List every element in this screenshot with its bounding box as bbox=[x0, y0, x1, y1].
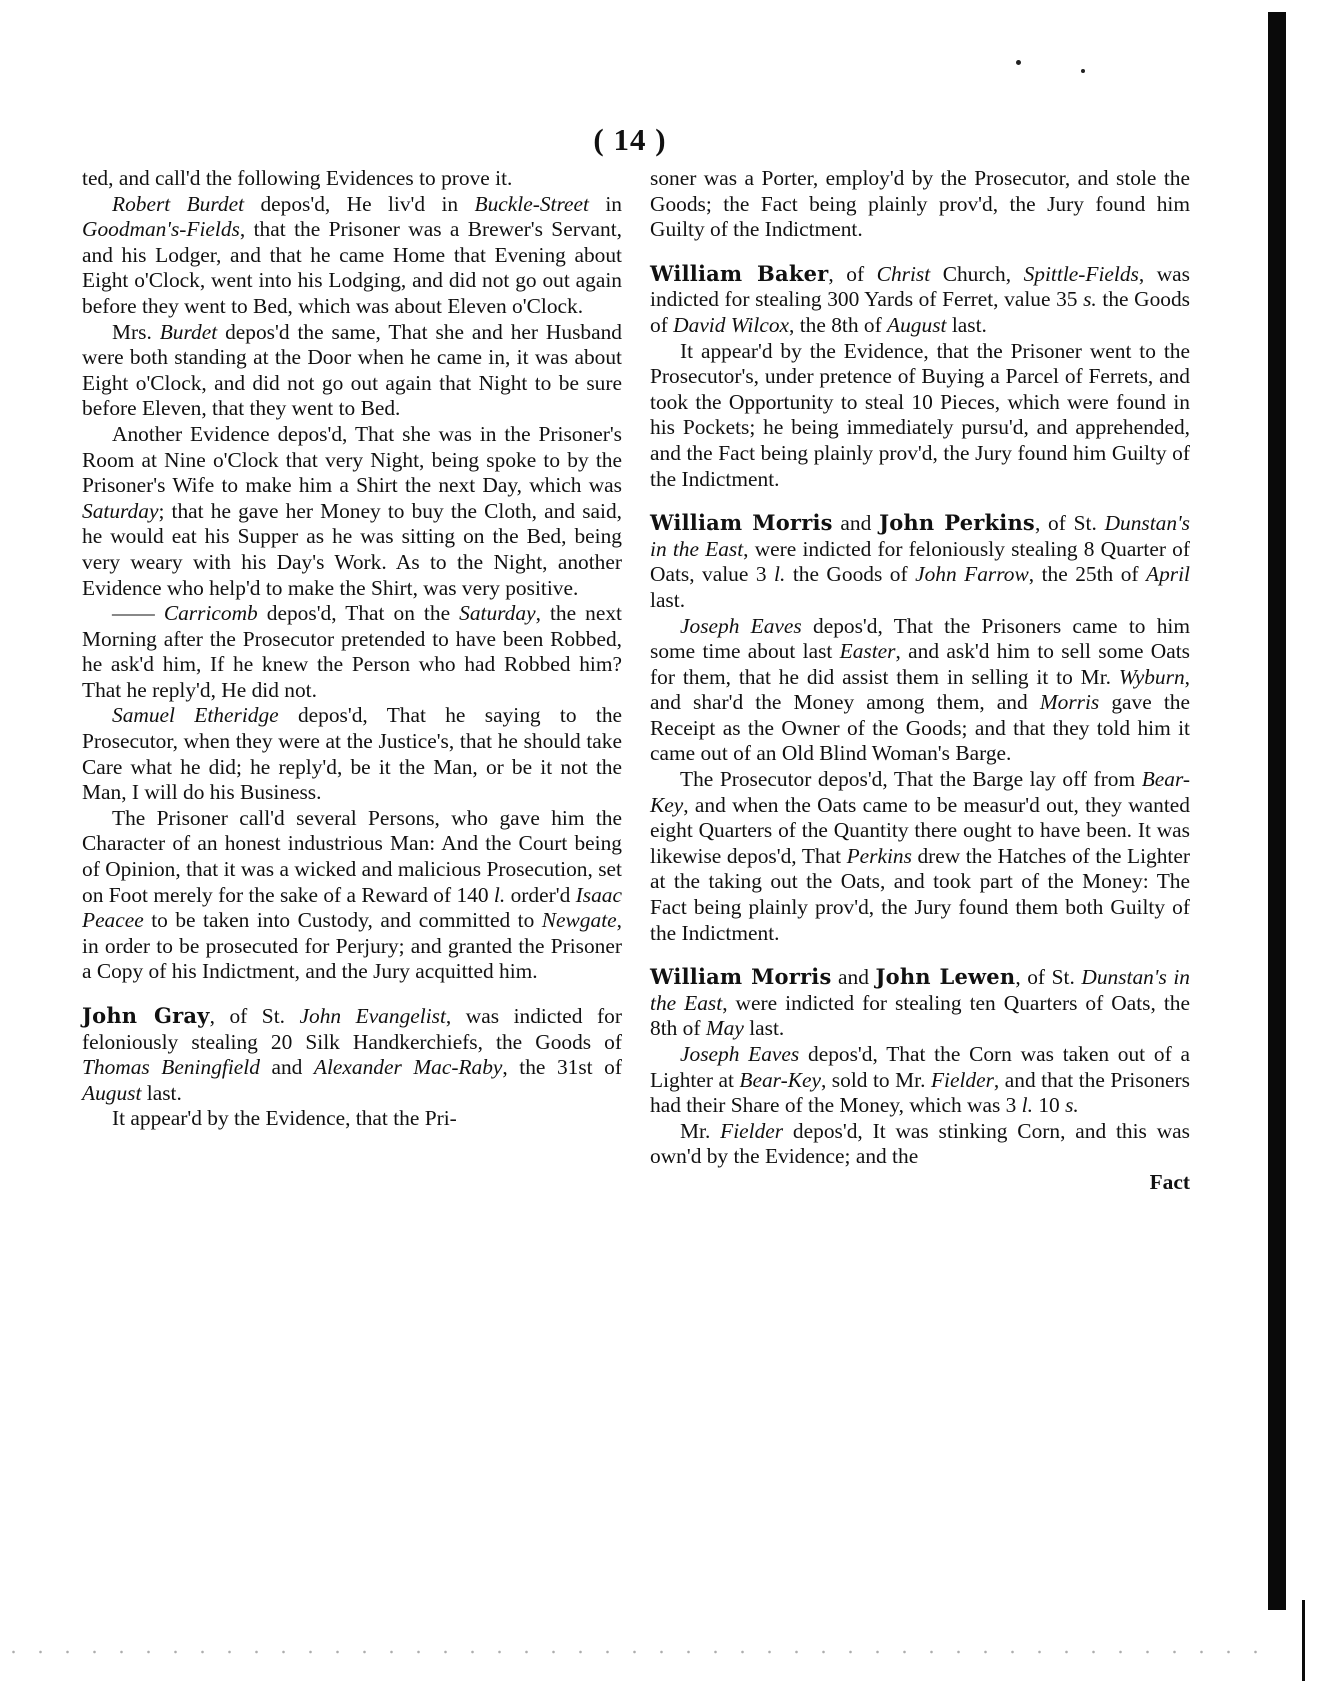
paragraph bbox=[650, 1119, 1190, 1170]
italic-text: Bear-Key bbox=[650, 767, 1190, 817]
italic-text: l. bbox=[493, 882, 506, 907]
scan-speck bbox=[1016, 60, 1021, 65]
trial-entry-heading bbox=[82, 1003, 622, 1106]
text-run: , and shar'd the Money among them, and bbox=[650, 664, 1190, 715]
italic-text: May bbox=[705, 1016, 744, 1041]
catchword: Fact bbox=[1149, 1169, 1190, 1194]
text-run: depos'd the same, That she and her Husband were both standing at the Door when he came in, it was about Eight o'Clock, and did not go out again that Night to be sure before Eleven, that they went to Bed. bbox=[82, 319, 622, 421]
italic-text: Morris bbox=[1039, 690, 1100, 715]
text-run: It appear'd by the Evidence, that the Prisoner went to the Prosecutor's, under pretence of Buying a Parcel of Ferrets, and took the Opportunity to steal 10 Pieces, which were found in his Pockets; he being immediately pursu'd, and apprehended, and the Fact being plainly prov'd, the Jury found him Guilty of the Indictment. bbox=[650, 338, 1190, 491]
italic-text: Buckle-Street bbox=[474, 191, 589, 216]
text-run: to be taken into Custody, and committed to bbox=[143, 908, 542, 933]
text-run: depos'd, That the Corn was taken out of a Lighter at bbox=[650, 1042, 1190, 1092]
paragraph bbox=[82, 703, 622, 805]
text-run: , were indicted for feloniously stealing 8 Quarter of Oats, value 3 bbox=[650, 536, 1190, 587]
left-column bbox=[82, 166, 622, 1132]
text-run: last. bbox=[650, 587, 686, 612]
text-run: , the next Morning after the Prosecutor pretended to have been Robbed, he ask'd him, If he knew the Person who had Robbed him? That he reply'd, He did not. bbox=[82, 601, 622, 702]
italic-text: Samuel Etheridge bbox=[112, 703, 279, 728]
text-run: , the 25th of bbox=[1028, 562, 1147, 587]
text-run: , in order to be prosecuted for Perjury; and granted the Prisoner a Copy of his Indictment, and the Jury acquitted him. bbox=[82, 908, 622, 984]
text-run: last. bbox=[743, 1016, 785, 1041]
text-run: ; that he gave her Money to buy the Cloth, and said, he would eat his Supper as he was sitting on the Bed, being very weary with his Day's Work. As to the Night, another Evidence who help'd to make the Shirt, was very positive. bbox=[82, 498, 622, 600]
text-run: depos'd, It was stinking Corn, and this was own'd by the Evidence; and the bbox=[650, 1118, 1190, 1169]
text-run: —— bbox=[112, 601, 164, 626]
text-run: , was indicted for feloniously stealing 20 Silk Handkerchiefs, the Goods of bbox=[82, 1004, 622, 1054]
text-run: , was indicted for stealing 300 Yards of Ferret, value 35 bbox=[650, 261, 1191, 312]
text-run: ted, and call'd the following Evidences to prove it. bbox=[82, 166, 513, 190]
text-run: Mrs. bbox=[112, 319, 160, 344]
text-run: , of St. bbox=[1034, 511, 1105, 536]
text-run: , of St. bbox=[209, 1004, 300, 1028]
text-run: and bbox=[259, 1055, 314, 1080]
text-run: last. bbox=[141, 1080, 182, 1105]
italic-text: Alexander Mac-Raby bbox=[313, 1055, 503, 1080]
text-run: last. bbox=[946, 312, 987, 337]
defendant-name: John Gray bbox=[82, 1003, 210, 1028]
text-run: the Goods of bbox=[785, 562, 916, 587]
italic-text: April bbox=[1146, 562, 1191, 587]
text-run: , sold to Mr. bbox=[820, 1067, 931, 1092]
text-run: , and when the Oats came to be measur'd out, they wanted eight Quarters of the Quantity there ought to have been. It was likewise depos'd, That bbox=[650, 792, 1190, 868]
paragraph bbox=[82, 422, 622, 601]
text-run: , and ask'd him to sell some Oats for them, that he did assist them in selling it to Mr. bbox=[650, 639, 1190, 689]
italic-text: Burdet bbox=[159, 319, 218, 344]
italic-text: Carricomb bbox=[163, 601, 258, 626]
defendant-name: William Baker bbox=[650, 260, 829, 286]
italic-text: Thomas Beningfield bbox=[82, 1055, 260, 1080]
defendant-name: William Morris bbox=[650, 510, 833, 536]
italic-text: Goodman's-Fields bbox=[82, 217, 240, 242]
text-run: soner was a Porter, employ'd by the Prosecutor, and stole the Goods; the Fact being plainly prov'd, the Jury found him Guilty of the Indictment. bbox=[650, 166, 1190, 242]
scan-edge-bar bbox=[1268, 12, 1286, 1610]
italic-text: Easter bbox=[839, 639, 896, 664]
scan-speck bbox=[1081, 69, 1085, 73]
paragraph bbox=[650, 166, 1190, 243]
italic-text: Fielder bbox=[720, 1118, 784, 1143]
paragraph bbox=[82, 601, 622, 703]
text-run: , the 8th of bbox=[789, 312, 888, 337]
italic-text: Dunstan's in the East bbox=[650, 965, 1190, 1015]
italic-text: Isaac Peacee bbox=[82, 882, 622, 933]
text-run: drew the Hatches of the Lighter at the taking out the Oats, and took part of the Money: The Fact being plainly prov'd, the Jury found them both Guilty of the Indictment. bbox=[650, 843, 1190, 945]
paragraph bbox=[650, 1042, 1190, 1119]
text-run: , and that the Prisoners had their Share of the Money, which was 3 bbox=[650, 1067, 1190, 1118]
paragraph bbox=[82, 320, 622, 422]
page-number: ( 14 ) bbox=[593, 122, 667, 157]
italic-text: Perkins bbox=[846, 843, 912, 868]
italic-text: s. bbox=[1083, 287, 1097, 312]
trial-entry-heading bbox=[650, 261, 1190, 339]
paragraph bbox=[650, 767, 1190, 946]
text-run: It appear'd by the Evidence, that the Pri- bbox=[112, 1106, 457, 1131]
italic-text: John Evangelist bbox=[299, 1004, 446, 1028]
text-run: Mr. bbox=[680, 1118, 721, 1143]
italic-text: August bbox=[82, 1080, 142, 1105]
italic-text: Robert Burdet bbox=[112, 191, 245, 216]
scan-edge-mark bbox=[1302, 1600, 1305, 1681]
italic-text: Dunstan's in the East bbox=[650, 511, 1190, 561]
paragraph bbox=[82, 192, 622, 320]
text-run: , of St. bbox=[1015, 965, 1082, 990]
text-run: gave the Receipt as the Owner of the Goods; and that they told him it came out of an Old Blind Woman's Barge. bbox=[650, 690, 1190, 766]
right-column bbox=[650, 166, 1190, 1196]
italic-text: l. bbox=[774, 562, 786, 587]
text-run: , were indicted for stealing ten Quarters of Oats, the 8th of bbox=[650, 990, 1190, 1041]
text-run: in bbox=[588, 191, 622, 216]
italic-text: John Farrow bbox=[915, 562, 1029, 587]
text-run: depos'd, That he saying to the Prosecutor, when they were at the Justice's, that he should take Care what he did; he reply'd, be it the Man, or be it not the Man, I will do his Business. bbox=[82, 703, 623, 805]
paragraph bbox=[82, 1106, 622, 1132]
text-run: the Goods of bbox=[650, 287, 1190, 337]
italic-text: Saturday bbox=[459, 601, 536, 626]
text-run: 10 bbox=[1032, 1093, 1066, 1118]
text-run: The Prisoner call'd several Persons, who gave him the Character of an honest industrious Man: And the Court being of Opinion, that it was a wicked and malicious Prosecution, set on Foot merely for the sake of a Reward of 140 bbox=[82, 805, 622, 907]
italic-text: Saturday bbox=[82, 498, 159, 523]
paragraph bbox=[650, 614, 1190, 768]
italic-text: Wyburn bbox=[1118, 664, 1185, 689]
italic-text: Bear-Key bbox=[739, 1067, 821, 1092]
text-run: , of bbox=[828, 261, 877, 286]
defendant-name: John Lewen bbox=[875, 964, 1016, 990]
paragraph bbox=[82, 166, 622, 192]
text-run: Another Evidence depos'd, That she was in the Prisoner's Room at Nine o'Clock that very Night, being spoke to by the Prisoner's Wife to make him a Shirt the next Day, which was bbox=[82, 421, 622, 498]
text-run: depos'd, That the Prisoners came to him some time about last bbox=[650, 613, 1190, 664]
italic-text: Fielder bbox=[930, 1067, 994, 1092]
italic-text: David Wilcox bbox=[673, 312, 790, 337]
text-run: and bbox=[831, 965, 876, 990]
text-run: The Prosecutor depos'd, That the Barge lay off from bbox=[680, 767, 1142, 792]
defendant-name: John Perkins bbox=[879, 510, 1035, 536]
italic-text: Christ bbox=[876, 261, 931, 286]
trial-entry-heading bbox=[650, 510, 1190, 613]
italic-text: Spittle-Fields bbox=[1023, 261, 1139, 286]
paragraph bbox=[650, 339, 1190, 493]
defendant-name: William Morris bbox=[650, 964, 832, 990]
italic-text: August bbox=[887, 312, 947, 337]
scan-noise bbox=[0, 1648, 1260, 1656]
trial-entry-heading bbox=[650, 964, 1190, 1042]
text-run: order'd bbox=[505, 882, 576, 907]
italic-text: Joseph Eaves bbox=[680, 613, 802, 638]
text-run: depos'd, He liv'd in bbox=[244, 191, 475, 216]
italic-text: Joseph Eaves bbox=[680, 1042, 800, 1066]
italic-text: l. bbox=[1021, 1093, 1033, 1118]
text-run: , that the Prisoner was a Brewer's Servant, and his Lodger, and that he came Home that Evening about Eight o'Clock, went into his Lodging, and did not go out again before they went to Bed, which was about Eleven o'Clock. bbox=[82, 217, 622, 318]
text-run: depos'd, That on the bbox=[257, 601, 460, 626]
italic-text: Newgate bbox=[541, 908, 617, 933]
text-run: , the 31st of bbox=[502, 1055, 622, 1080]
paragraph bbox=[82, 806, 622, 985]
text-run: and bbox=[832, 511, 880, 536]
italic-text: s. bbox=[1065, 1093, 1079, 1118]
text-run: Church, bbox=[930, 261, 1024, 286]
